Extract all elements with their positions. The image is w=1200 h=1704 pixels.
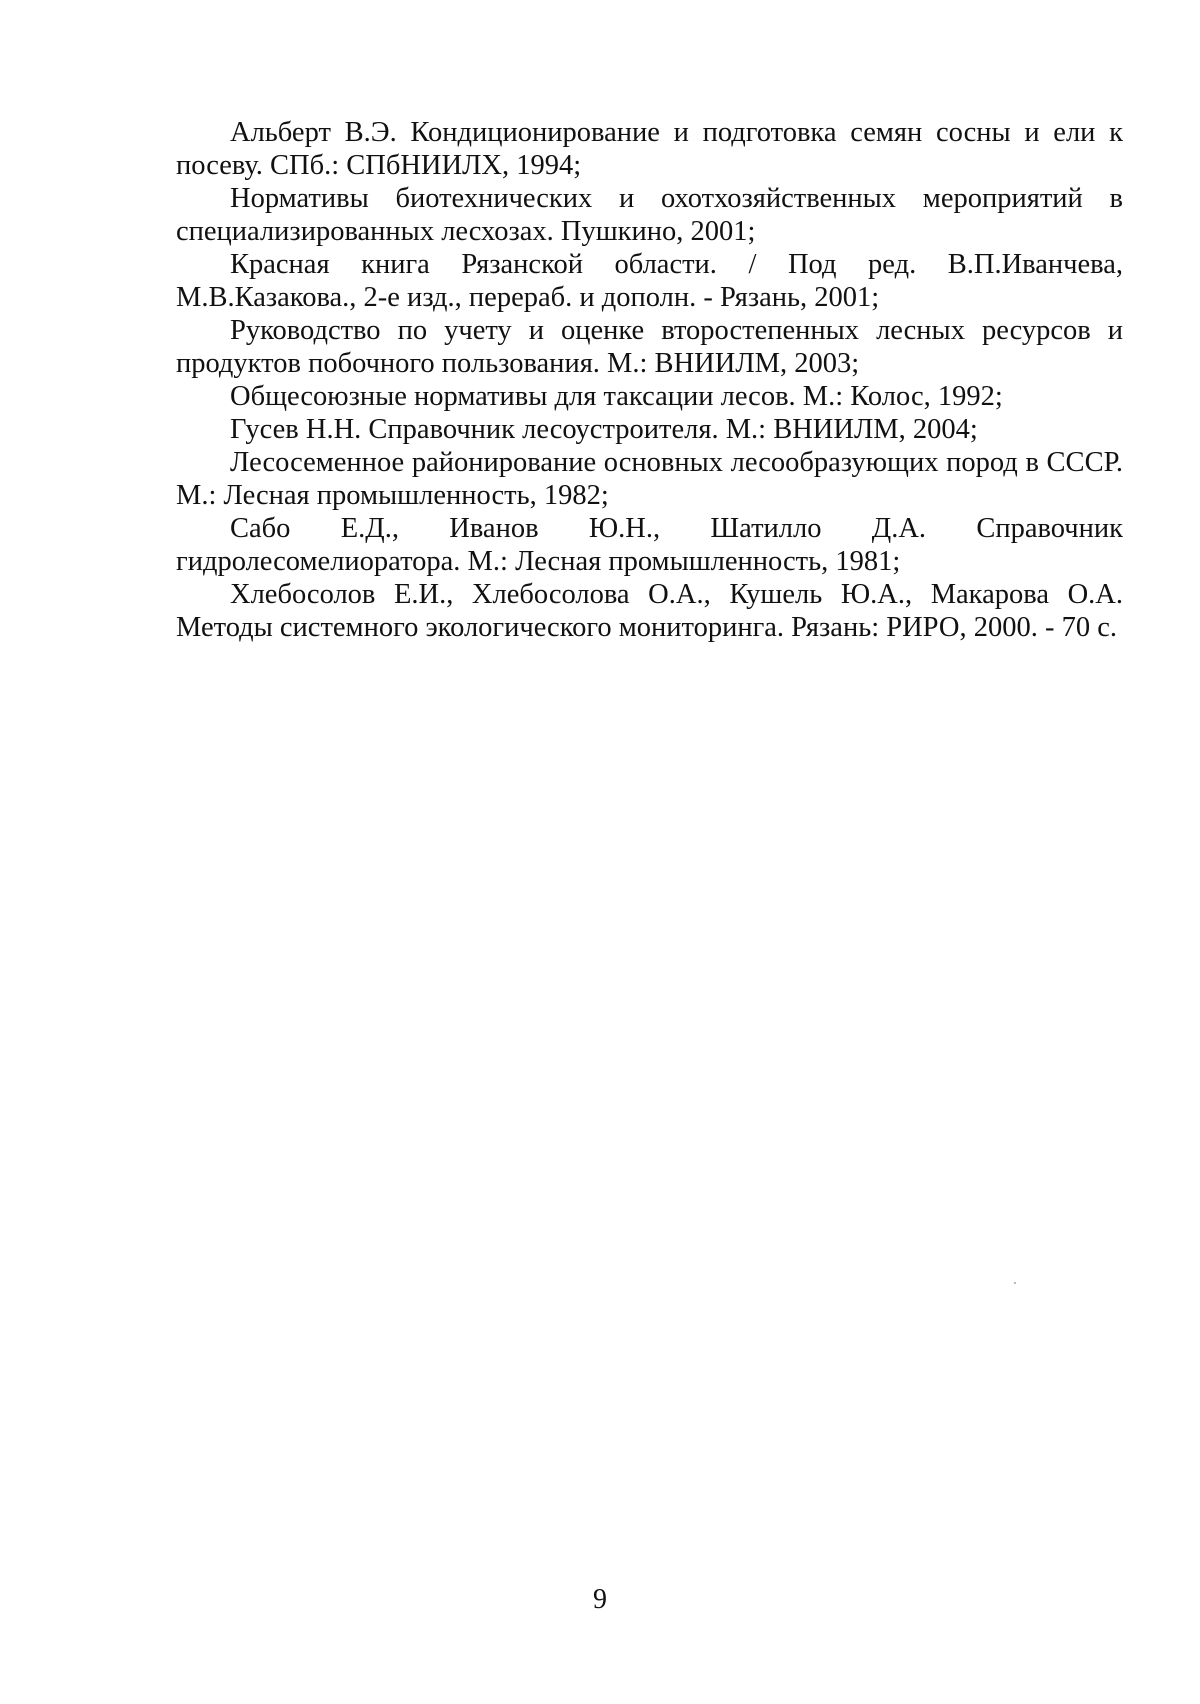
- reference-item: Гусев Н.Н. Справочник лесоустроителя. М.: ВНИИЛМ, 2004;: [230, 414, 978, 445]
- reference-item: Сабо Е.Д., Иванов Ю.Н., Шатилло Д.А. Справочник гидролесомелиоратора. М.: Лесная промышленность, 1981;: [176, 513, 1123, 577]
- reference-item: Альберт В.Э. Кондиционирование и подготовка семян сосны и ели к посеву. СПб.: СПбНИИЛХ, 1994;: [176, 117, 1123, 181]
- reference-item: Лесосеменное районирование основных лесообразующих пород в СССР. М.: Лесная промышленность, 1982;: [176, 447, 1123, 511]
- reference-item: Хлебосолов Е.И., Хлебосолова О.А., Кушель Ю.А., Макарова О.А. Методы системного экологического мониторинга. Рязань: РИРО, 2000. - 70 с.: [176, 579, 1123, 643]
- scan-speck: [1014, 1282, 1016, 1284]
- page-number: 9: [593, 1584, 607, 1615]
- reference-item: Руководство по учету и оценке второстепенных лесных ресурсов и продуктов побочного пользования. М.: ВНИИЛМ, 2003;: [176, 315, 1123, 379]
- reference-list: [176, 116, 1123, 644]
- reference-item: Нормативы биотехнических и охотхозяйственных мероприятий в специализированных лесхозах. Пушкино, 2001;: [176, 183, 1123, 247]
- reference-item: Общесоюзные нормативы для таксации лесов. М.: Колос, 1992;: [230, 381, 1003, 412]
- reference-item: Красная книга Рязанской области. / Под ред. В.П.Иванчева, М.В.Казакова., 2-е изд., перераб. и дополн. - Рязань, 2001;: [176, 249, 1123, 313]
